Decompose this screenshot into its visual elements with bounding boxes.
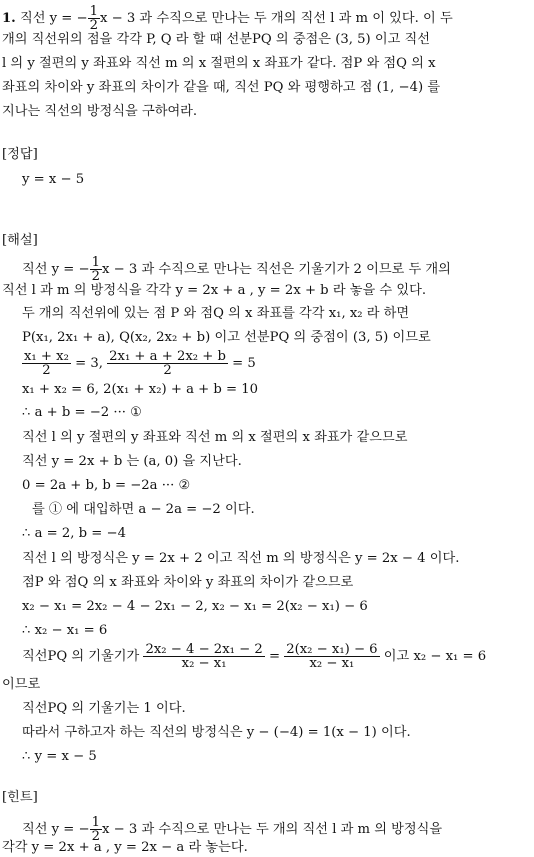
- problem-line-2: 개의 직선위의 점을 각각 P, Q 라 할 때 선분PQ 의 중점은 (3, 5) 이고 직선: [2, 32, 431, 47]
- fraction-one-half: [90, 256, 102, 283]
- hint-line-2: 각각 y = 2x + a , y = 2x − a 라 놓는다.: [2, 840, 248, 855]
- solution-line-7: ∴ a + b = −2 ··· ①: [22, 405, 142, 420]
- fraction-numerator: 1: [89, 4, 98, 19]
- fraction-denominator: 2: [91, 829, 100, 844]
- fraction-numerator: 2x₂ − 4 − 2x₁ − 2: [145, 642, 263, 657]
- solution-line-5: [22, 350, 256, 377]
- fraction-denominator: 2: [91, 269, 100, 284]
- solution-text: =: [264, 649, 285, 664]
- solution-line-11: 를 ① 에 대입하면 a − 2a = −2 이다.: [32, 502, 255, 517]
- solution-text: 직선 y = −: [22, 262, 90, 277]
- problem-line-1: [2, 5, 453, 32]
- solution-line-19: 직선PQ 의 기울기는 1 이다.: [22, 701, 186, 716]
- fraction-one-half: [88, 5, 100, 32]
- fraction-denominator: x₂ − x₁: [284, 656, 379, 670]
- problem-text: x − 3 과 수직으로 만나는 두 개의 직선 l 과 m 이 있다. 이 두: [99, 11, 453, 26]
- fraction-numerator: 2x₁ + a + 2x₂ + b: [109, 349, 226, 364]
- fraction-midpoint-y: [107, 350, 228, 377]
- answer-heading: [정답]: [2, 147, 38, 162]
- fraction-numerator: 2(x₂ − x₁) − 6: [286, 642, 378, 657]
- problem-line-4: 좌표의 차이와 y 좌표의 차이가 같을 때, 직선 PQ 와 평행하고 점 (1, −4) 를: [2, 80, 441, 95]
- solution-text: = 5: [232, 356, 256, 371]
- solution-line-2: 직선 l 과 m 의 방정식을 각각 y = 2x + a , y = 2x + b 라 놓을 수 있다.: [2, 283, 427, 298]
- fraction-numerator: x₁ + x₂: [24, 349, 69, 364]
- solution-line-8: 직선 l 의 y 절편의 y 좌표와 직선 m 의 x 절편의 x 좌표가 같으므로: [22, 430, 408, 445]
- solution-heading: [해설]: [2, 233, 38, 248]
- fraction-numerator: 1: [91, 815, 100, 830]
- fraction-one-half: [90, 816, 102, 843]
- solution-line-21: ∴ y = x − 5: [22, 749, 97, 764]
- fraction-denominator: 2: [89, 18, 98, 33]
- fraction-denominator: 2: [22, 363, 71, 377]
- solution-line-17: [22, 643, 486, 670]
- solution-line-12: ∴ a = 2, b = −4: [22, 526, 126, 541]
- fraction-slope-1: [143, 643, 264, 670]
- solution-line-20: 따라서 구하고자 하는 직선의 방정식은 y − (−4) = 1(x − 1) 이다.: [22, 725, 411, 740]
- problem-line-5: 지나는 직선의 방정식을 구하여라.: [2, 104, 198, 119]
- hint-text: x − 3 과 수직으로 만나는 두 개의 직선 l 과 m 의 방정식을: [102, 822, 443, 837]
- solution-line-1: [22, 256, 451, 283]
- solution-line-4: P(x₁, 2x₁ + a), Q(x₂, 2x₂ + b) 이고 선분PQ 의 중점이 (3, 5) 이므로: [22, 330, 431, 345]
- hint-heading: [힌트]: [2, 790, 38, 805]
- solution-line-15: x₂ − x₁ = 2x₂ − 4 − 2x₁ − 2, x₂ − x₁ = 2(x₂ − x₁) − 6: [22, 599, 368, 614]
- solution-line-10: 0 = 2a + b, b = −2a ··· ②: [22, 478, 191, 493]
- solution-line-3: 두 개의 직선위에 있는 점 P 와 점Q 의 x 좌표를 각각 x₁, x₂ 라 하면: [22, 306, 410, 321]
- problem-number: 1.: [2, 11, 16, 26]
- solution-text: 직선PQ 의 기울기가: [22, 649, 144, 664]
- solution-line-18: 이므로: [2, 677, 41, 692]
- hint-line-1: [22, 816, 442, 843]
- hint-text: 직선 y = −: [22, 822, 90, 837]
- solution-text: = 3,: [75, 356, 108, 371]
- solution-line-9: 직선 y = 2x + b 는 (a, 0) 을 지난다.: [22, 454, 242, 469]
- solution-text: 이고 x₂ − x₁ = 6: [379, 649, 487, 664]
- solution-line-13: 직선 l 의 방정식은 y = 2x + 2 이고 직선 m 의 방정식은 y = 2x − 4 이다.: [22, 551, 460, 566]
- solution-line-16: ∴ x₂ − x₁ = 6: [22, 623, 108, 638]
- fraction-denominator: x₂ − x₁: [143, 656, 264, 670]
- fraction-numerator: 1: [91, 255, 100, 270]
- problem-line-3: l 의 y 절편의 y 좌표와 직선 m 의 x 절편의 x 좌표가 같다. 점P 와 점Q 의 x: [2, 56, 436, 71]
- answer-value: y = x − 5: [22, 172, 85, 187]
- solution-line-14: 점P 와 점Q 의 x 좌표와 차이와 y 좌표의 차이가 같으므로: [22, 575, 354, 590]
- problem-text: 직선 y = −: [19, 11, 88, 26]
- fraction-slope-2: [284, 643, 379, 670]
- fraction-midpoint-x: [22, 350, 71, 377]
- fraction-denominator: 2: [107, 363, 228, 377]
- solution-text: x − 3 과 수직으로 만나는 직선은 기울기가 2 이므로 두 개의: [102, 262, 451, 277]
- solution-line-6: x₁ + x₂ = 6, 2(x₁ + x₂) + a + b = 10: [22, 382, 259, 397]
